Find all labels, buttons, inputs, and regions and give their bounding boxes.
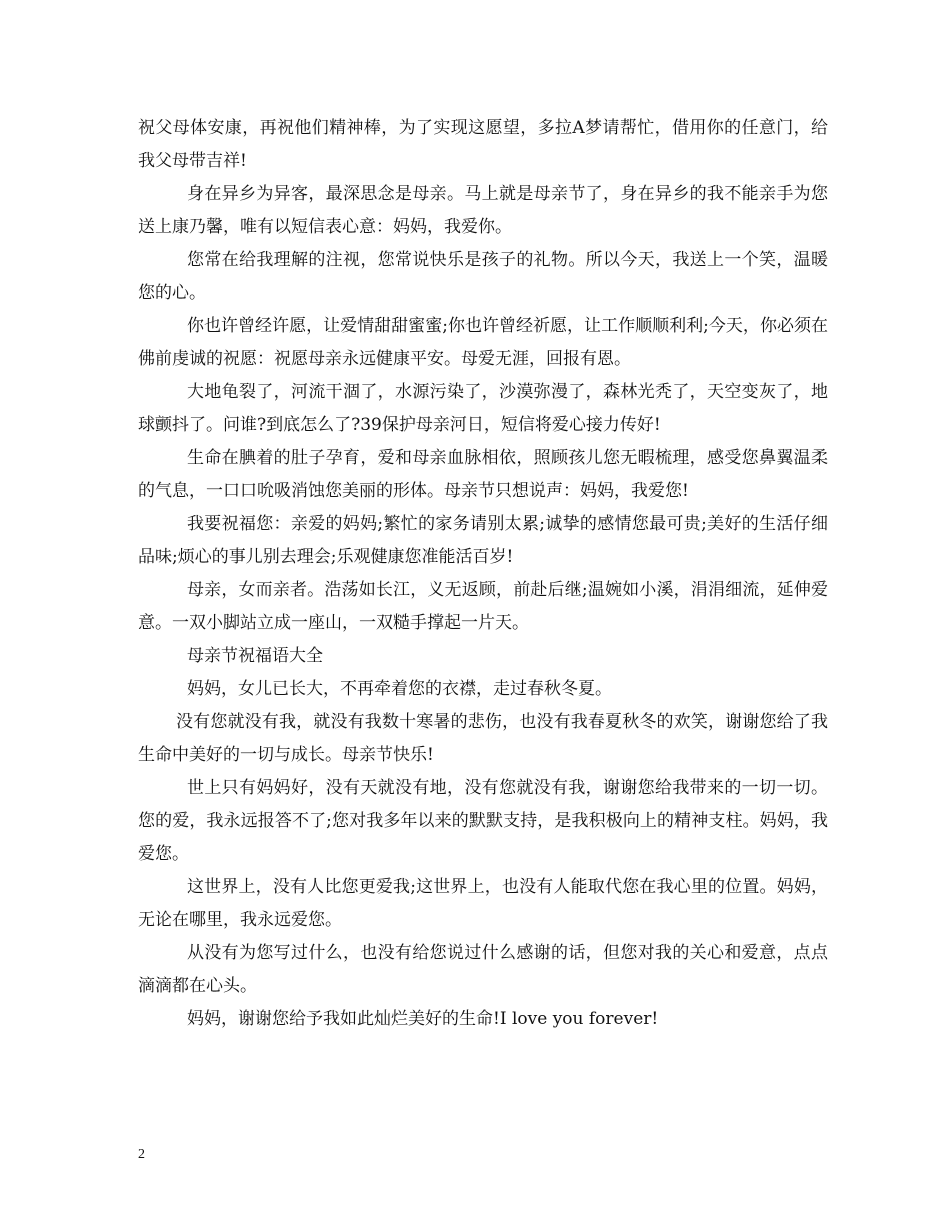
paragraph-6: 生命在腆着的肚子孕育，爱和母亲血脉相依，照顾孩儿您无暇梳理，感受您鼻翼温柔的气息，一口口吮吸消蚀您美丽的形体。母亲节只想说声：妈妈，我爱您! [138, 448, 828, 501]
paragraph-4: 你也许曾经许愿，让爱情甜甜蜜蜜;你也许曾经祈愿，让工作顺顺利利;今天，你必须在佛前虔诚的祝愿：祝愿母亲永远健康平安。母爱无涯，回报有恩。 [138, 316, 828, 369]
paragraph-3: 您常在给我理解的注视，您常说快乐是孩子的礼物。所以今天，我送上一个笑，温暖您的心。 [138, 250, 828, 303]
paragraph-11: 没有您就没有我，就没有我数十寒暑的悲伤，也没有我春夏秋冬的欢笑，谢谢您给了我生命中美好的一切与成长。母亲节快乐! [138, 712, 828, 765]
paragraph-10: 妈妈，女儿已长大，不再牵着您的衣襟，走过春秋冬夏。 [187, 679, 612, 699]
paragraph-1: 祝父母体安康，再祝他们精神棒，为了实现这愿望，多拉A梦请帮忙，借用你的任意门，给我父母带吉祥! [138, 118, 828, 171]
paragraph-8: 母亲，女而亲者。浩荡如长江，义无返顾，前赴后继;温婉如小溪，涓涓细流，延伸爱意。一双小脚站立成一座山，一双糙手撑起一片天。 [138, 580, 828, 633]
paragraph-7: 我要祝福您：亲爱的妈妈;繁忙的家务请别太累;诚挚的感情您最可贵;美好的生活仔细品味;烦心的事儿别去理会;乐观健康您准能活百岁! [138, 514, 828, 567]
paragraph-14: 从没有为您写过什么，也没有给您说过什么感谢的话，但您对我的关心和爱意，点点滴滴都在心头。 [138, 943, 828, 996]
paragraph-15: 妈妈，谢谢您给予我如此灿烂美好的生命!I love you forever! [187, 1009, 659, 1029]
section-heading: 母亲节祝福语大全 [187, 646, 323, 666]
paragraph-13: 这世界上，没有人比您更爱我;这世界上，也没有人能取代您在我心里的位置。妈妈，无论在哪里，我永远爱您。 [138, 877, 828, 930]
paragraph-5: 大地龟裂了，河流干涸了，水源污染了，沙漠弥漫了，森林光秃了，天空变灰了，地球颤抖了。问谁?到底怎么了?39保护母亲河日，短信将爱心接力传好! [138, 382, 828, 435]
paragraph-12: 世上只有妈妈好，没有天就没有地，没有您就没有我，谢谢您给我带来的一切一切。您的爱，我永远报答不了;您对我多年以来的默默支持，是我积极向上的精神支柱。妈妈，我爱您。 [138, 778, 828, 864]
document-page [138, 112, 828, 1036]
paragraph-2: 身在异乡为异客，最深思念是母亲。马上就是母亲节了，身在异乡的我不能亲手为您送上康乃馨，唯有以短信表心意：妈妈，我爱你。 [138, 184, 828, 237]
page-number: 2 [138, 1147, 145, 1162]
